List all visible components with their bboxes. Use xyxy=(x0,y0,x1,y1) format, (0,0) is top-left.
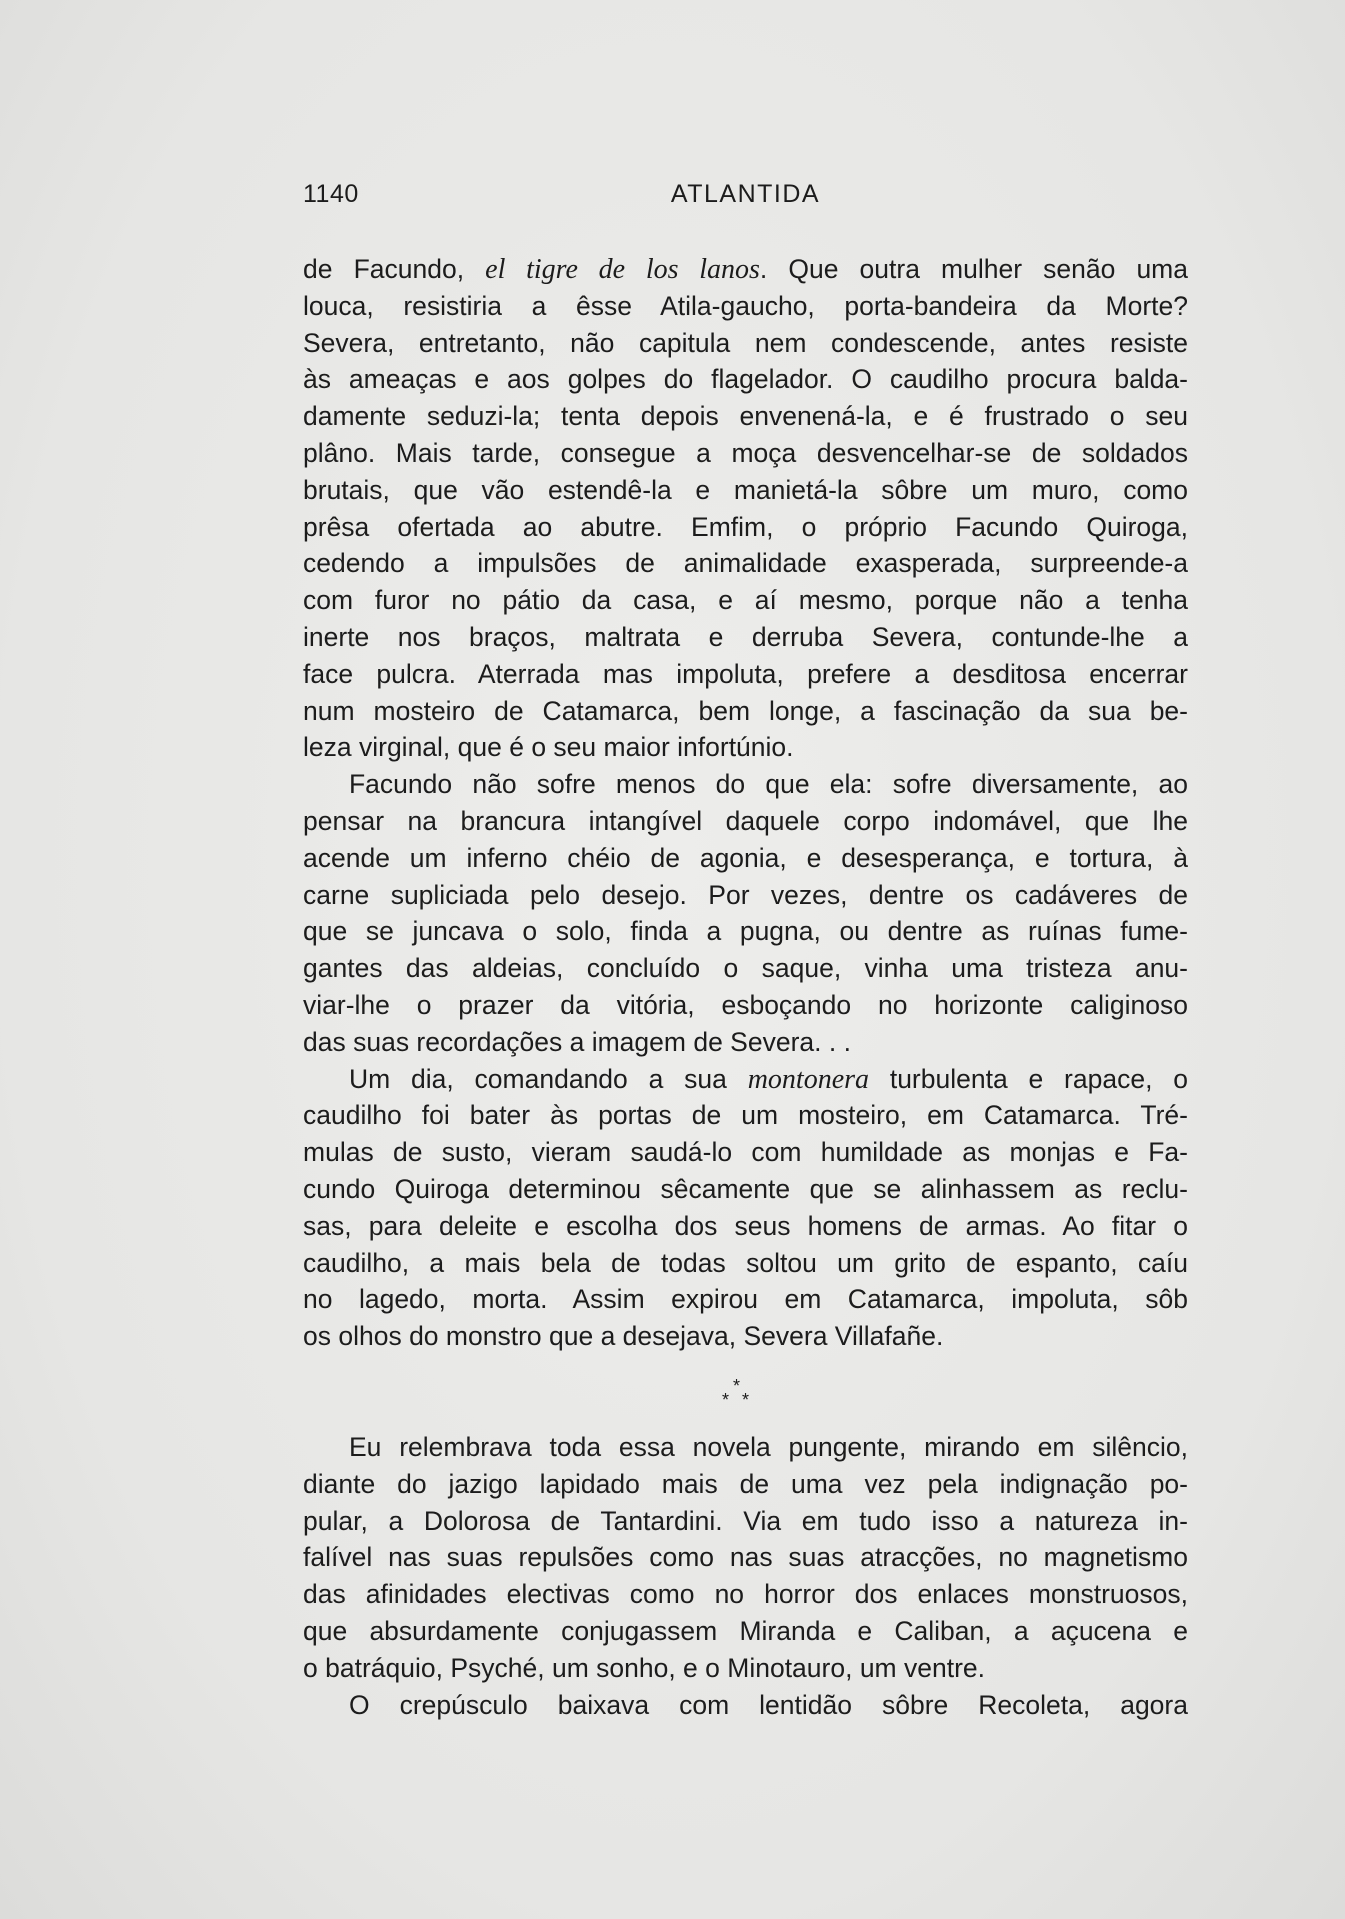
text-span: que se juncava o solo, finda a pugna, ou dentre as ruínas fume- xyxy=(303,916,1188,947)
page-header xyxy=(303,180,1188,220)
text-span: acende um inferno chéio de agonia, e desesperança, e tortura, à xyxy=(303,842,1188,873)
text-line xyxy=(303,325,1188,362)
text-span: turbulenta e rapace, o xyxy=(869,1063,1188,1094)
text-span: das afinidades electivas como no horror dos enlaces monstruosos, xyxy=(303,1579,1188,1610)
text-line xyxy=(303,877,1188,914)
text-span: que absurdamente conjugassem Miranda e Caliban, a açucena e xyxy=(303,1615,1188,1646)
text-line xyxy=(303,1650,1188,1687)
text-span: cedendo a impulsões de animalidade exasperada, surpreende-a xyxy=(303,548,1188,579)
text-span: no lagedo, morta. Assim expirou em Catamarca, impoluta, sôb xyxy=(303,1284,1188,1315)
text-line xyxy=(303,1281,1188,1318)
text-line xyxy=(303,619,1188,656)
text-span: às ameaças e aos golpes do flagelador. O caudilho procura balda- xyxy=(303,364,1188,395)
text-line xyxy=(303,582,1188,619)
text-line xyxy=(303,766,1188,803)
section-break-asterism xyxy=(0,1376,1345,1416)
text-span: leza virginal, que é o seu maior infortúnio. xyxy=(303,732,794,763)
text-line xyxy=(303,1539,1188,1576)
text-line xyxy=(303,1208,1188,1245)
text-span: . Que outra mulher senão uma xyxy=(759,254,1188,284)
text-span: com furor no pátio da casa, e aí mesmo, porque não a tenha xyxy=(303,585,1188,616)
text-line xyxy=(303,1613,1188,1650)
text-span: plâno. Mais tarde, consegue a moça desvencelhar-se de soldados xyxy=(303,437,1188,468)
text-line xyxy=(303,251,1188,288)
text-span: das suas recordações a imagem de Severa. . . xyxy=(303,1026,851,1057)
body-text-section-1 xyxy=(303,251,1188,1355)
text-span: caudilho, a mais bela de todas soltou um grito de espanto, caíu xyxy=(303,1247,1188,1278)
text-line xyxy=(303,509,1188,546)
text-span: pular, a Dolorosa de Tantardini. Via em tudo isso a natureza in- xyxy=(303,1505,1188,1536)
text-line xyxy=(303,803,1188,840)
text-line xyxy=(303,840,1188,877)
text-line xyxy=(303,1171,1188,1208)
text-line xyxy=(303,693,1188,730)
text-line xyxy=(303,1061,1188,1098)
page-number: 1140 xyxy=(303,180,359,208)
text-span: de Facundo, xyxy=(303,254,486,284)
text-span: diante do jazigo lapidado mais de uma vez pela indignação po- xyxy=(303,1468,1188,1499)
text-line xyxy=(303,913,1188,950)
italic-text: el tigre de los lanos xyxy=(485,254,760,285)
text-line xyxy=(303,1687,1188,1724)
text-line xyxy=(303,435,1188,472)
text-span: damente seduzi-la; tenta depois envenená-la, e é frustrado o seu xyxy=(303,401,1188,432)
text-span: gantes das aldeias, concluído o saque, vinha uma tristeza anu- xyxy=(303,953,1188,984)
text-span: Facundo não sofre menos do que ela: sofre diversamente, ao xyxy=(349,769,1188,800)
text-span: Severa, entretanto, não capitula nem condescende, antes resiste xyxy=(303,327,1188,358)
text-line xyxy=(303,288,1188,325)
text-span: o batráquio, Psyché, um sonho, e o Minotauro, um ventre. xyxy=(303,1652,986,1683)
text-span: face pulcra. Aterrada mas impoluta, prefere a desditosa encerrar xyxy=(303,658,1188,689)
text-span: num mosteiro de Catamarca, bem longe, a fascinação da sua be- xyxy=(303,695,1188,726)
asterisk-top: * xyxy=(733,1376,741,1396)
text-line xyxy=(303,1318,1188,1355)
text-line xyxy=(303,1245,1188,1282)
text-line xyxy=(303,472,1188,509)
text-span: os olhos do monstro que a desejava, Severa Villafañe. xyxy=(303,1321,944,1352)
running-title: ATLANTIDA xyxy=(670,180,821,208)
italic-text: montonera xyxy=(747,1063,870,1095)
text-span: mulas de susto, vieram saudá-lo com humildade as monjas e Fa- xyxy=(303,1137,1188,1168)
asterisk-right: * xyxy=(742,1390,750,1410)
text-line xyxy=(303,950,1188,987)
text-span: carne supliciada pelo desejo. Por vezes, dentre os cadáveres de xyxy=(303,879,1188,910)
text-line xyxy=(303,1024,1188,1061)
text-span: brutais, que vão estendê-la e manietá-la sôbre um muro, como xyxy=(303,474,1188,505)
text-span: caudilho foi bater às portas de um mosteiro, em Catamarca. Tré- xyxy=(303,1100,1188,1131)
text-span: viar-lhe o prazer da vitória, esboçando no horizonte caliginoso xyxy=(303,989,1188,1020)
body-text-section-2 xyxy=(303,1429,1188,1723)
text-line xyxy=(303,1429,1188,1466)
text-span: falível nas suas repulsões como nas suas atracções, no magnetismo xyxy=(303,1542,1188,1573)
text-span: inerte nos braços, maltrata e derruba Severa, contunde-lhe a xyxy=(303,621,1188,652)
text-line xyxy=(303,545,1188,582)
asterisk-left: * xyxy=(722,1390,730,1410)
text-line xyxy=(303,1466,1188,1503)
text-line xyxy=(303,729,1188,766)
text-line xyxy=(303,1576,1188,1613)
text-span: cundo Quiroga determinou sêcamente que se alinhassem as reclu- xyxy=(303,1173,1188,1204)
text-span: louca, resistiria a êsse Atila-gaucho, porta-bandeira da Morte? xyxy=(303,290,1188,321)
text-line xyxy=(303,361,1188,398)
text-line xyxy=(303,398,1188,435)
text-line xyxy=(303,656,1188,693)
text-span: pensar na brancura intangível daquele corpo indomável, que lhe xyxy=(303,805,1188,836)
text-line xyxy=(303,987,1188,1024)
text-line xyxy=(303,1134,1188,1171)
text-span: Eu relembrava toda essa novela pungente, mirando em silêncio, xyxy=(349,1432,1188,1462)
text-span: Um dia, comandando a sua xyxy=(349,1063,748,1094)
text-line xyxy=(303,1097,1188,1134)
text-span: prêsa ofertada ao abutre. Emfim, o próprio Facundo Quiroga, xyxy=(303,511,1188,542)
text-span: O crepúsculo baixava com lentidão sôbre Recoleta, agora xyxy=(349,1689,1188,1720)
text-span: sas, para deleite e escolha dos seus homens de armas. Ao fitar o xyxy=(303,1210,1188,1241)
text-line xyxy=(303,1503,1188,1540)
